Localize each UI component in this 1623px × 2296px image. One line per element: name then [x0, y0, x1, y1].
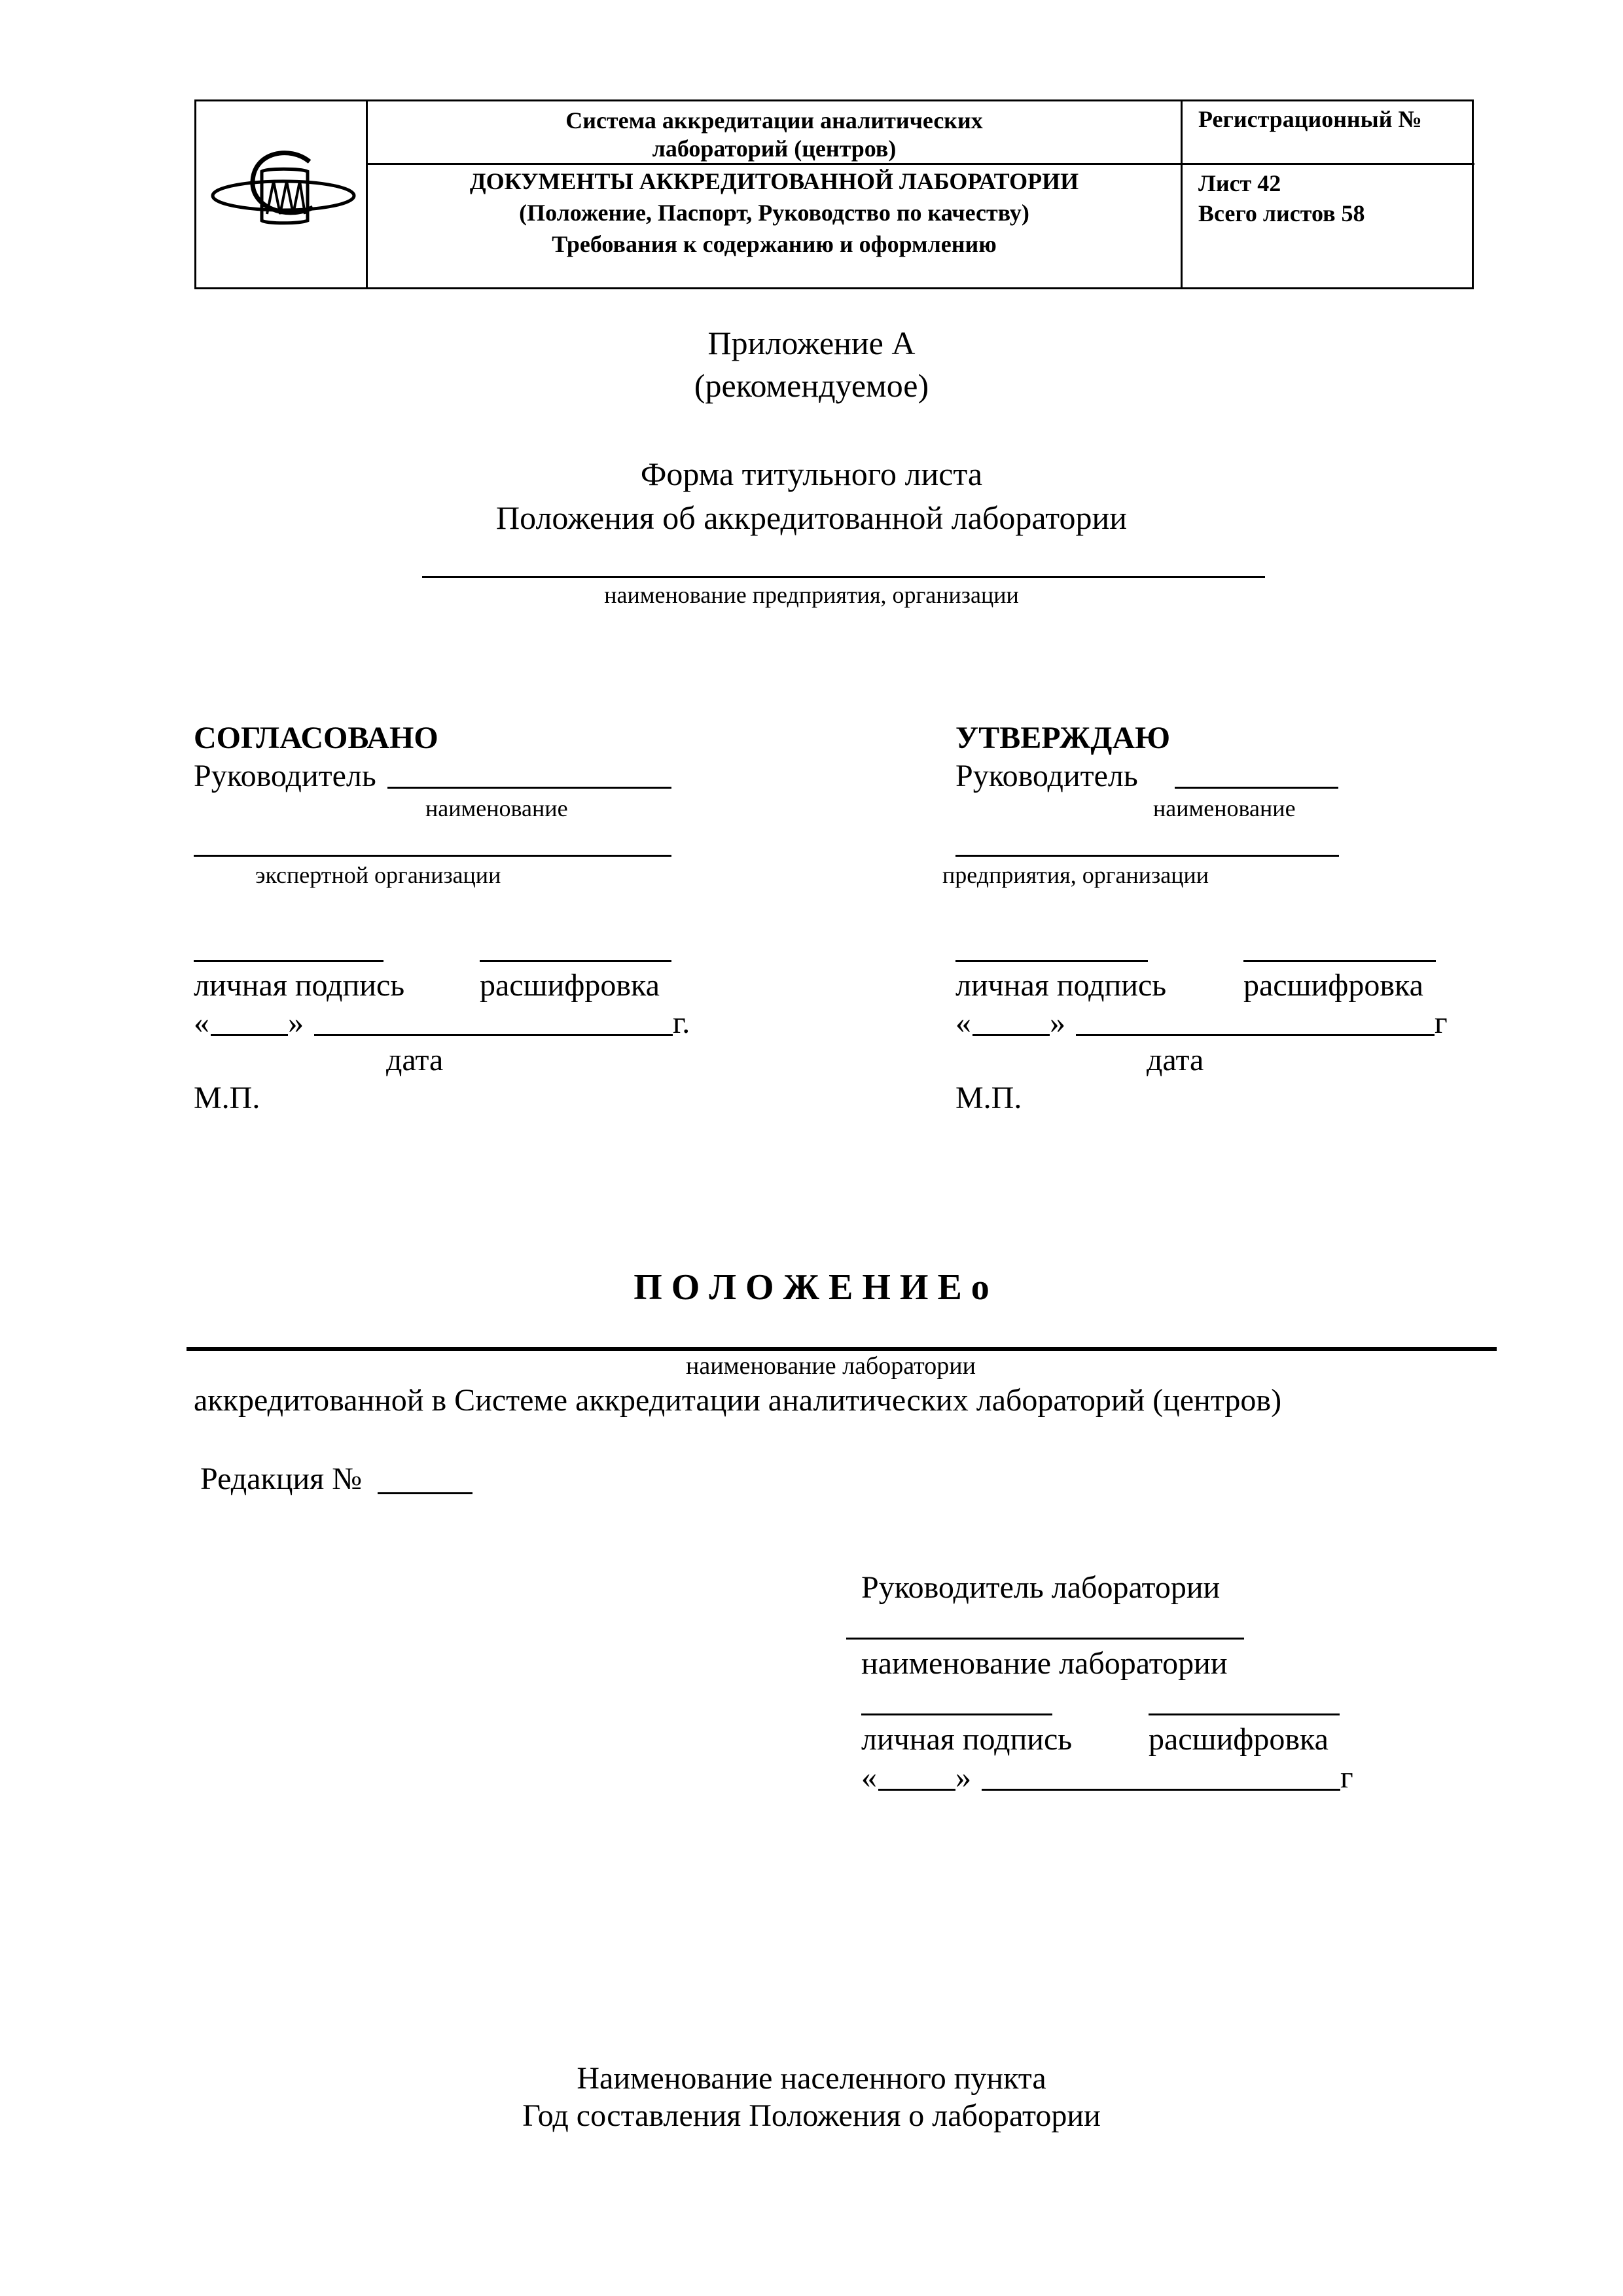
lab-head-signature-caption: личная подпись	[861, 1722, 1073, 1757]
agreed-date-open: «	[194, 1005, 209, 1040]
approved-date-open: «	[955, 1005, 971, 1040]
lab-head-date-close: »	[955, 1760, 971, 1795]
agreed-heading: СОГЛАСОВАНО	[194, 721, 438, 755]
lab-head-signature-line	[861, 1713, 1052, 1715]
approved-decoding-caption: расшифровка	[1243, 968, 1423, 1003]
edition-label: Редакция №	[200, 1462, 363, 1496]
lab-name-line	[187, 1347, 1497, 1351]
doc-title: ДОКУМЕНТЫ АККРЕДИТОВАННОЙ ЛАБОРАТОРИИ	[469, 168, 1079, 194]
agreed-stamp: М.П.	[194, 1081, 260, 1115]
approved-head-label: Руководитель	[955, 759, 1138, 793]
approved-org-caption: предприятия, организации	[942, 862, 1209, 888]
locality-name: Наименование населенного пункта	[577, 2061, 1046, 2096]
agreed-decoding-line	[480, 960, 671, 962]
approved-signature-line	[955, 960, 1148, 962]
system-name-line2: лабораторий (центров)	[652, 135, 897, 162]
agreed-name-caption: наименование	[425, 795, 568, 821]
lab-head-lab-caption: наименование лаборатории	[861, 1646, 1228, 1681]
accredited-text: аккредитованной в Системе аккредитации аналитических лабораторий (центров)	[194, 1383, 1282, 1418]
document-header-table	[194, 99, 1474, 289]
agreed-signature-line	[194, 960, 383, 962]
approved-head-line	[1175, 787, 1338, 789]
header-registration-cell	[1181, 101, 1474, 287]
appendix-note: (рекомендуемое)	[694, 367, 929, 404]
agreed-signature-caption: личная подпись	[194, 968, 405, 1003]
approved-decoding-line	[1243, 960, 1436, 962]
approved-stamp: М.П.	[955, 1081, 1022, 1115]
agreed-year-suffix: г.	[673, 1005, 690, 1040]
approved-date-close: »	[1050, 1005, 1065, 1040]
accreditation-system-logo	[202, 142, 365, 240]
appendix-title: Приложение А	[707, 325, 916, 361]
lab-name-caption: наименование лаборатории	[686, 1352, 976, 1380]
sheet-number: Лист 42	[1198, 170, 1281, 196]
agreed-decoding-caption: расшифровка	[480, 968, 660, 1003]
lab-head-decoding-caption: расшифровка	[1149, 1722, 1329, 1757]
header-logo-cell	[196, 101, 368, 287]
reg-number-label: Регистрационный №	[1198, 106, 1422, 132]
lab-head-month-line	[982, 1789, 1340, 1791]
lab-head-line	[846, 1638, 1244, 1640]
lab-head-decoding-line	[1149, 1713, 1340, 1715]
doc-requirements: Требования к содержанию и оформлению	[552, 231, 997, 257]
agreed-head-line	[387, 787, 671, 789]
agreed-date-close: »	[288, 1005, 304, 1040]
approved-name-caption: наименование	[1153, 795, 1296, 821]
form-title-line1: Форма титульного листа	[640, 456, 983, 492]
header-system-cell	[368, 101, 1181, 165]
org-name-line	[422, 576, 1265, 578]
reg-number-cell	[1183, 101, 1474, 165]
regulation-title: П О Л О Ж Е Н И Е о	[633, 1267, 990, 1308]
agreed-date-caption: дата	[386, 1043, 444, 1077]
doc-subtitle: (Положение, Паспорт, Руководство по качеству)	[519, 200, 1029, 226]
approved-org-line	[955, 855, 1339, 857]
agreed-day-line	[211, 1034, 288, 1036]
lab-head-year-suffix: г	[1340, 1760, 1353, 1795]
approved-date-caption: дата	[1147, 1043, 1204, 1077]
approved-signature-caption: личная подпись	[955, 968, 1167, 1003]
total-sheets: Всего листов 58	[1198, 200, 1365, 226]
edition-number-line	[378, 1492, 473, 1494]
approved-heading: УТВЕРЖДАЮ	[955, 721, 1171, 755]
approved-year-suffix: г	[1435, 1005, 1448, 1040]
compilation-year: Год составления Положения о лаборатории	[522, 2098, 1101, 2133]
lab-head-title: Руководитель лаборатории	[861, 1570, 1221, 1605]
approved-month-line	[1076, 1034, 1435, 1036]
agreed-month-line	[314, 1034, 673, 1036]
header-title-cell	[368, 165, 1181, 289]
org-name-caption: наименование предприятия, организации	[604, 582, 1019, 608]
agreed-org-caption: экспертной организации	[255, 862, 501, 888]
lab-head-day-line	[878, 1789, 955, 1791]
agreed-head-label: Руководитель	[194, 759, 376, 793]
approved-day-line	[972, 1034, 1050, 1036]
agreed-org-line	[194, 855, 671, 857]
system-name-line1: Система аккредитации аналитических	[565, 107, 983, 134]
form-title-line2: Положения об аккредитованной лаборатории	[496, 499, 1127, 536]
lab-head-date-open: «	[861, 1760, 877, 1795]
